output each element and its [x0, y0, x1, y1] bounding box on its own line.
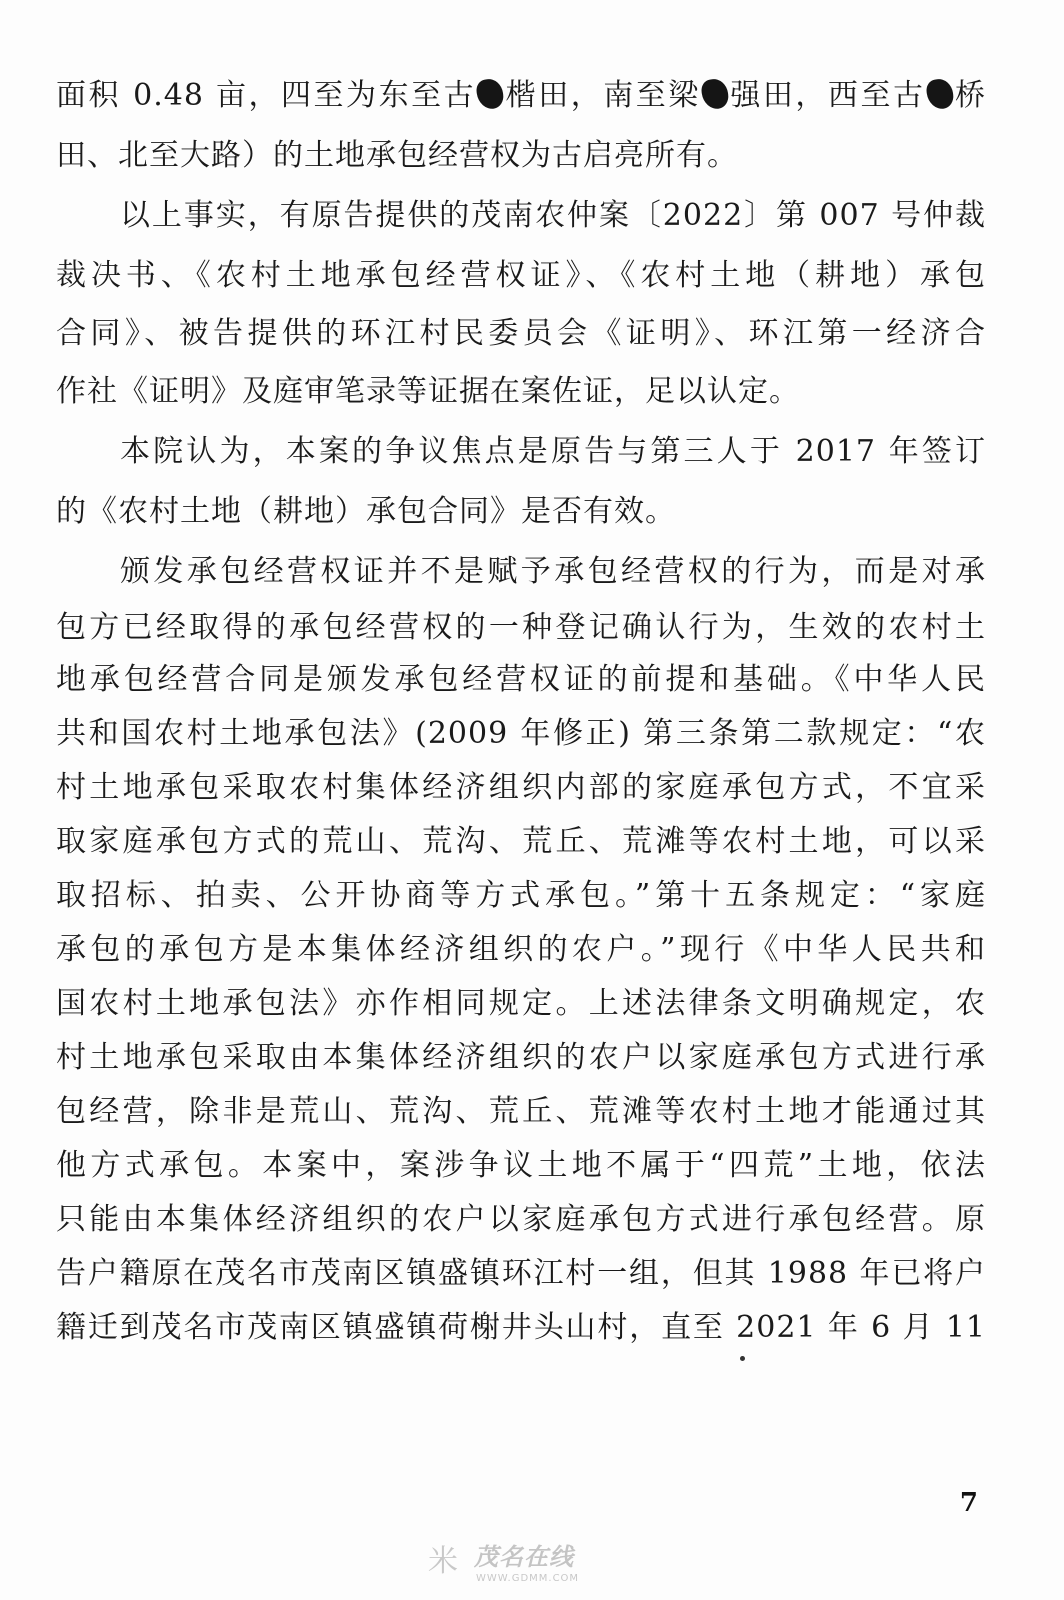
text-line-5: 合同》、被告提供的环江村民委员会《证明》、环江第一经济合: [56, 316, 986, 351]
text-line-12: 共和国农村土地承包法》(2009 年修正) 第三条第二款规定：“农: [56, 716, 986, 751]
site-watermark: [428, 1542, 628, 1594]
text-line-9: 颁发承包经营权证并不是赋予承包经营权的行为，而是对承: [120, 554, 986, 589]
line-1-part-1: 面积 0.48 亩，四至为东至古: [56, 78, 477, 113]
text-line-14: 取家庭承包方式的荒山、荒沟、荒丘、荒滩等农村土地，可以采: [56, 824, 986, 859]
text-line-17: 国农村土地承包法》亦作相同规定。上述法律条文明确规定，农: [56, 986, 986, 1021]
text-line-15: 取招标、拍卖、公开协商等方式承包。”第十五条规定：“家庭: [56, 878, 986, 913]
text-line-1: [56, 68, 986, 124]
text-line-10: 包方已经取得的承包经营权的一种登记确认行为，生效的农村土: [56, 610, 986, 645]
text-line-8: 的《农村土地（耕地）承包合同》是否有效。: [56, 494, 676, 529]
text-line-11: 地承包经营合同是颁发承包经营权证的前提和基础。《中华人民: [56, 662, 986, 697]
text-line-18: 村土地承包采取由本集体经济组织的农户以家庭承包方式进行承: [56, 1040, 986, 1075]
page-number: 7: [959, 1488, 978, 1518]
watermark-name: 茂名在线: [474, 1543, 574, 1571]
text-line-16: 承包的承包方是本集体经济组织的农户。”现行《中华人民共和: [56, 932, 986, 967]
line-1-part-4: 桥: [953, 78, 986, 113]
text-line-21: 只能由本集体经济组织的农户以家庭承包方式进行承包经营。原: [56, 1202, 986, 1237]
text-line-23: 籍迁到茂名市茂南区镇盛镇荷榭井头山村，直至 2021 年 6 月 11: [56, 1310, 986, 1345]
line-1-part-3: 强田，西至古: [728, 78, 926, 113]
redaction-mark: [925, 77, 955, 110]
line-1-part-2: 楷田，南至梁: [504, 78, 701, 113]
watermark-url: WWW.GDMM.COM: [476, 1573, 580, 1584]
text-line-20: 他方式承包。本案中，案涉争议土地不属于“四荒”土地，依法: [56, 1148, 986, 1183]
redaction-mark: [700, 77, 730, 110]
text-line-13: 村土地承包采取农村集体经济组织内部的家庭承包方式，不宜采: [56, 770, 986, 805]
text-line-22: 告户籍原在茂名市茂南区镇盛镇环江村一组，但其 1988 年已将户: [56, 1256, 986, 1291]
text-line-2: 田、北至大路）的土地承包经营权为古启亮所有。: [56, 138, 738, 173]
text-line-4: 裁决书、《农村土地承包经营权证》、《农村土地（耕地）承包: [56, 258, 986, 293]
scan-speck: [740, 1356, 745, 1361]
text-line-6: 作社《证明》及庭审笔录等证据在案佐证，足以认定。: [56, 374, 800, 409]
text-line-19: 包经营，除非是荒山、荒沟、荒丘、荒滩等农村土地才能通过其: [56, 1094, 986, 1129]
watermark-logo-icon: 米: [428, 1544, 458, 1579]
text-line-7: 本院认为，本案的争议焦点是原告与第三人于 2017 年签订: [120, 434, 986, 469]
redaction-mark: [475, 77, 505, 110]
text-line-3: 以上事实，有原告提供的茂南农仲案〔2022〕第 007 号仲裁: [120, 198, 986, 233]
